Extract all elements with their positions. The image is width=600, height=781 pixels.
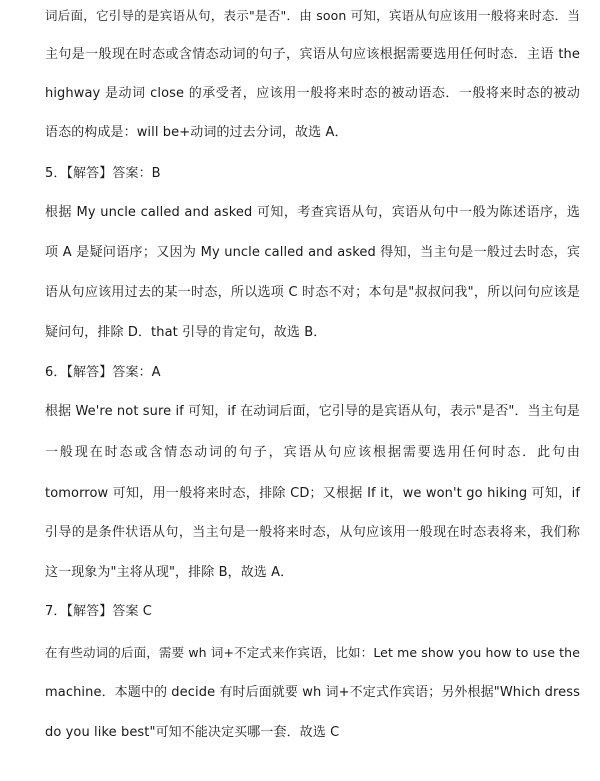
text-line-15: 这一现象为"主将从现"，排除 B，故选 A． <box>45 565 294 580</box>
text-line-1: 词后面，它引导的是宾语从句，表示"是否"．由 soon 可知，宾语从句应该用一般将来时态．当 <box>45 8 580 23</box>
text-line-12: 一般现在时态或含情态动词的句子，宾语从句应该根据需要选用任何时态．此句由 <box>45 445 580 460</box>
text-line-19: do you like best"可知不能决定买哪一套．故选 C <box>45 725 340 740</box>
text-line-13: tomorrow 可知，用一般将来时态，排除 CD；又根据 If it，we won't go hiking 可知，if <box>45 486 580 501</box>
text-line-2: 主句是一般现在时态或含情态动词的句子，宾语从句应该根据需要选用任何时态．主语 the <box>45 47 580 62</box>
answer-heading-6: 6．【解答】答案：A <box>45 365 161 380</box>
text-line-4: 语态的构成是：will be+动词的过去分词，故选 A． <box>45 125 348 140</box>
text-line-3: highway 是动词 close 的承受者，应该用一般将来时态的被动语态．一般将来时态的被动 <box>45 86 580 101</box>
text-line-7: 项 A 是疑问语序；又因为 My uncle called and asked 得知，当主句是一般过去时态，宾 <box>45 245 580 260</box>
answer-heading-7: 7．【解答】答案 C <box>45 604 152 619</box>
text-line-11: 根据 We're not sure if 可知，if 在动词后面，它引导的是宾语从句，表示"是否"．当主句是 <box>45 404 580 419</box>
text-line-8: 语从句应该用过去的某一时态，所以选项 C 时态不对；本句是"叔叔问我"，所以问句应该是 <box>45 285 580 300</box>
text-line-6: 根据 My uncle called and asked 可知，考查宾语从句，宾语从句中一般为陈述语序，选 <box>45 205 580 220</box>
text-line-9: 疑问句，排除 D．that 引导的肯定句，故选 B． <box>45 325 327 340</box>
answer-heading-5: 5．【解答】答案：B <box>45 166 161 181</box>
text-line-17: 在有些动词的后面，需要 wh 词+不定式来作宾语，比如：Let me show you how to use the <box>45 645 580 660</box>
text-line-14: 引导的是条件状语从句，当主句是一般将来时态，从句应该用一般现在时态表将来，我们称 <box>45 525 580 540</box>
text-line-18: machine．本题中的 decide 有时后面就要 wh 词+不定式作宾语；另外根据"Which dress <box>45 685 580 700</box>
